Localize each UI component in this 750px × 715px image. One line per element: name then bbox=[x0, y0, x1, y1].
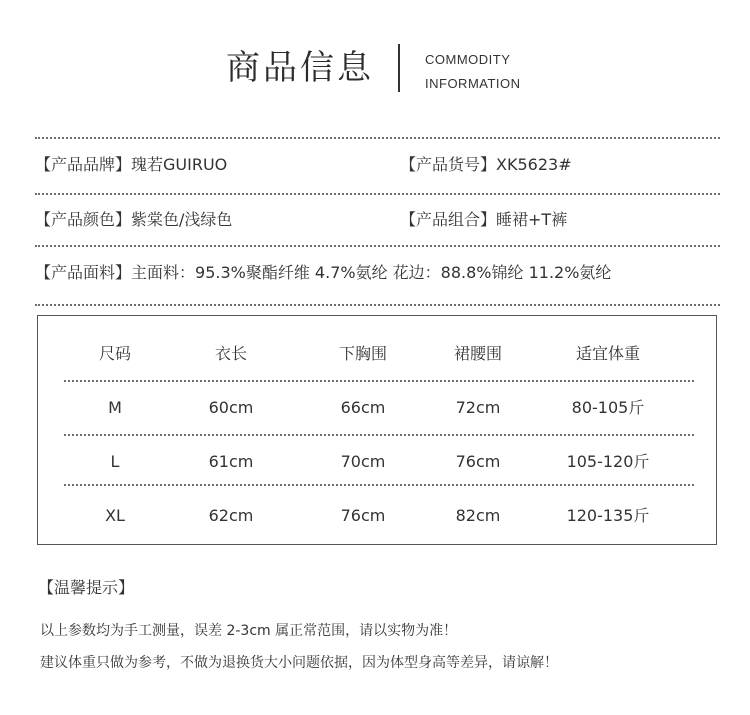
size-divider bbox=[64, 434, 694, 436]
fabric-label: 【产品面料】 bbox=[35, 263, 132, 282]
size-table bbox=[37, 315, 717, 545]
info-row-brand bbox=[35, 151, 720, 179]
fabric-field bbox=[35, 259, 611, 287]
size-divider bbox=[64, 484, 694, 486]
info-row-fabric bbox=[35, 259, 720, 287]
size-cell: XL bbox=[105, 506, 125, 525]
header bbox=[0, 0, 750, 120]
title-en-line1: COMMODITY bbox=[425, 52, 511, 67]
header-size: 尺码 bbox=[98, 344, 131, 363]
page-title: 商品信息 bbox=[226, 48, 374, 88]
underbust-cell: 76cm bbox=[340, 506, 386, 525]
tips-title: 【温馨提示】 bbox=[38, 578, 135, 597]
title-en-line2: INFORMATION bbox=[425, 76, 521, 91]
table-row bbox=[38, 393, 718, 423]
weight-cell: 80-105斤 bbox=[571, 398, 645, 417]
sku-field bbox=[400, 151, 572, 179]
waist-cell: 72cm bbox=[455, 398, 501, 417]
color-value: 紫棠色/浅绿色 bbox=[131, 210, 233, 229]
underbust-cell: 70cm bbox=[340, 452, 386, 471]
table-row bbox=[38, 501, 718, 531]
tips-line-1: 以上参数均为手工测量，误差 2-3cm 属正常范围，请以实物为准！ bbox=[40, 623, 458, 639]
divider bbox=[35, 304, 720, 306]
sku-label: 【产品货号】 bbox=[400, 155, 497, 174]
page-title-english bbox=[425, 48, 521, 96]
weight-cell: 105-120斤 bbox=[566, 452, 650, 471]
sku-value: XK5623# bbox=[496, 155, 572, 174]
combo-label: 【产品组合】 bbox=[400, 210, 497, 229]
color-field bbox=[35, 206, 232, 234]
brand-field bbox=[35, 151, 227, 179]
header-length: 衣长 bbox=[214, 344, 247, 363]
waist-cell: 82cm bbox=[455, 506, 501, 525]
size-divider bbox=[64, 380, 694, 382]
weight-cell: 120-135斤 bbox=[566, 506, 650, 525]
brand-value: 瑰若GUIRUO bbox=[131, 155, 228, 174]
fabric-value: 主面料：95.3%聚酯纤维 4.7%氨纶 花边：88.8%锦纶 11.2%氨纶 bbox=[131, 263, 612, 282]
length-cell: 61cm bbox=[208, 452, 254, 471]
divider bbox=[35, 137, 720, 139]
title-divider bbox=[398, 44, 400, 92]
size-cell: L bbox=[110, 452, 120, 471]
info-row-color bbox=[35, 206, 720, 234]
header-waist: 裙腰围 bbox=[453, 344, 502, 363]
divider bbox=[35, 245, 720, 247]
header-weight: 适宜体重 bbox=[575, 344, 640, 363]
size-cell: M bbox=[108, 398, 122, 417]
underbust-cell: 66cm bbox=[340, 398, 386, 417]
header-underbust: 下胸围 bbox=[338, 344, 387, 363]
length-cell: 62cm bbox=[208, 506, 254, 525]
brand-label: 【产品品牌】 bbox=[35, 155, 132, 174]
color-label: 【产品颜色】 bbox=[35, 210, 132, 229]
size-table-header bbox=[38, 339, 718, 369]
length-cell: 60cm bbox=[208, 398, 254, 417]
waist-cell: 76cm bbox=[455, 452, 501, 471]
table-row bbox=[38, 447, 718, 477]
divider bbox=[35, 193, 720, 195]
combo-field bbox=[400, 206, 567, 234]
tips-line-2: 建议体重只做为参考，不做为退换货大小问题依据，因为体型身高等差异，请谅解！ bbox=[40, 655, 558, 671]
combo-value: 睡裙+T裤 bbox=[496, 210, 568, 229]
